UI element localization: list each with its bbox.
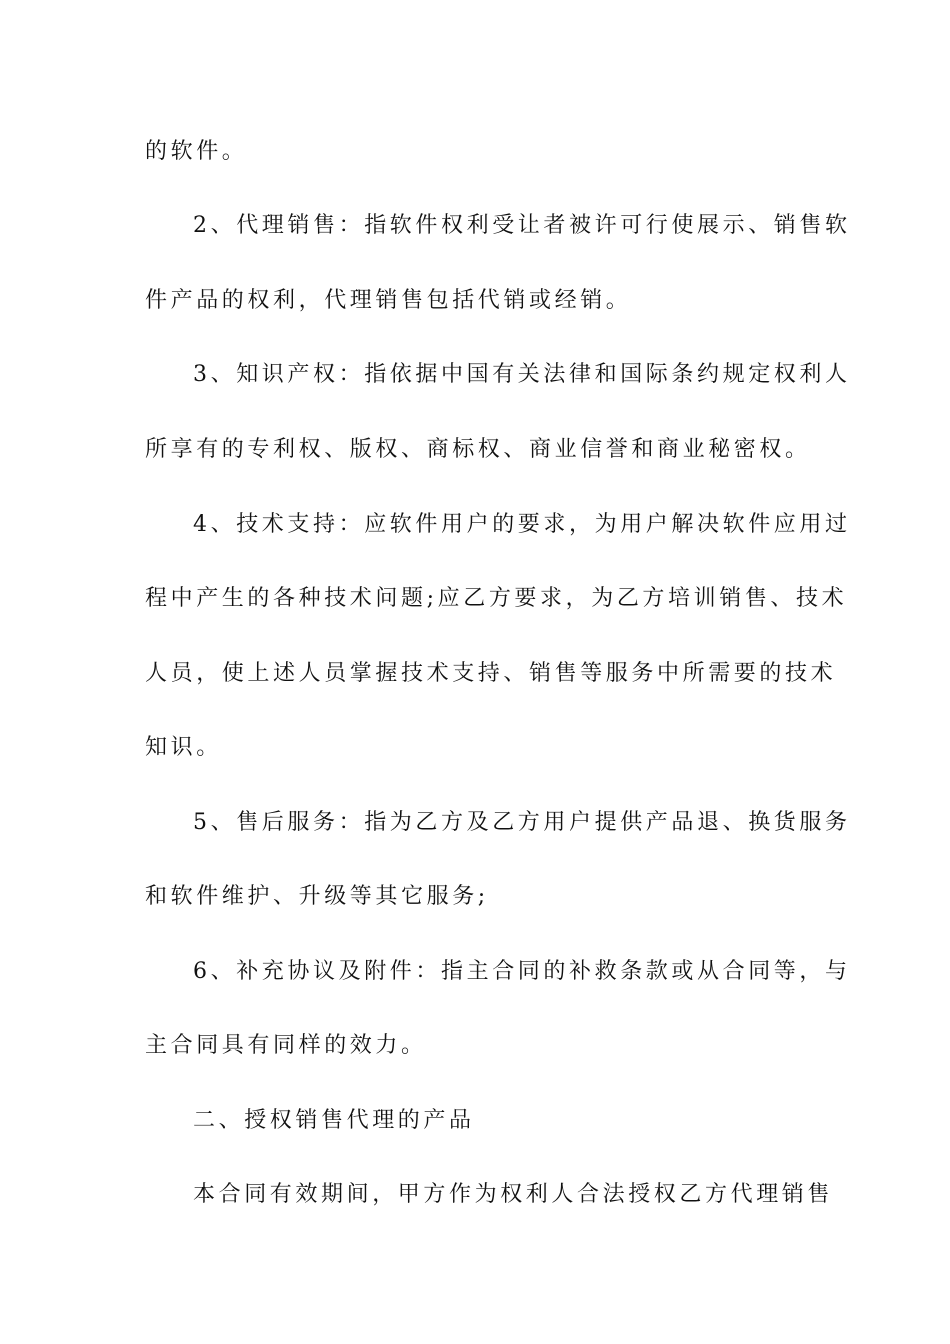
text-line: 知识。	[145, 735, 222, 760]
text-line: 人员，使上述人员掌握技术支持、销售等服务中所需要的技术	[145, 661, 837, 686]
text-line: 主合同具有同样的效力。	[145, 1033, 427, 1058]
text-line: 本合同有效期间，甲方作为权利人合法授权乙方代理销售	[193, 1182, 834, 1207]
section-heading: 二、授权销售代理的产品	[193, 1108, 475, 1133]
text-line: 程中产生的各种技术问题;应乙方要求，为乙方培训销售、技术	[145, 586, 848, 611]
text-line: 5、售后服务：指为乙方及乙方用户提供产品退、换货服务	[193, 810, 851, 835]
text-line: 6、补充协议及附件：指主合同的补救条款或从合同等，与	[193, 959, 851, 984]
text-line: 和软件维护、升级等其它服务;	[145, 884, 489, 909]
text-line: 的软件。	[145, 139, 248, 164]
text-line: 件产品的权利，代理销售包括代销或经销。	[145, 288, 632, 313]
text-line: 4、技术支持：应软件用户的要求，为用户解决软件应用过	[193, 512, 851, 537]
text-line: 所享有的专利权、版权、商标权、商业信誉和商业秘密权。	[145, 437, 811, 462]
text-line: 3、知识产权：指依据中国有关法律和国际条约规定权利人	[193, 362, 851, 387]
text-line: 2、代理销售：指软件权利受让者被许可行使展示、销售软	[193, 213, 851, 238]
